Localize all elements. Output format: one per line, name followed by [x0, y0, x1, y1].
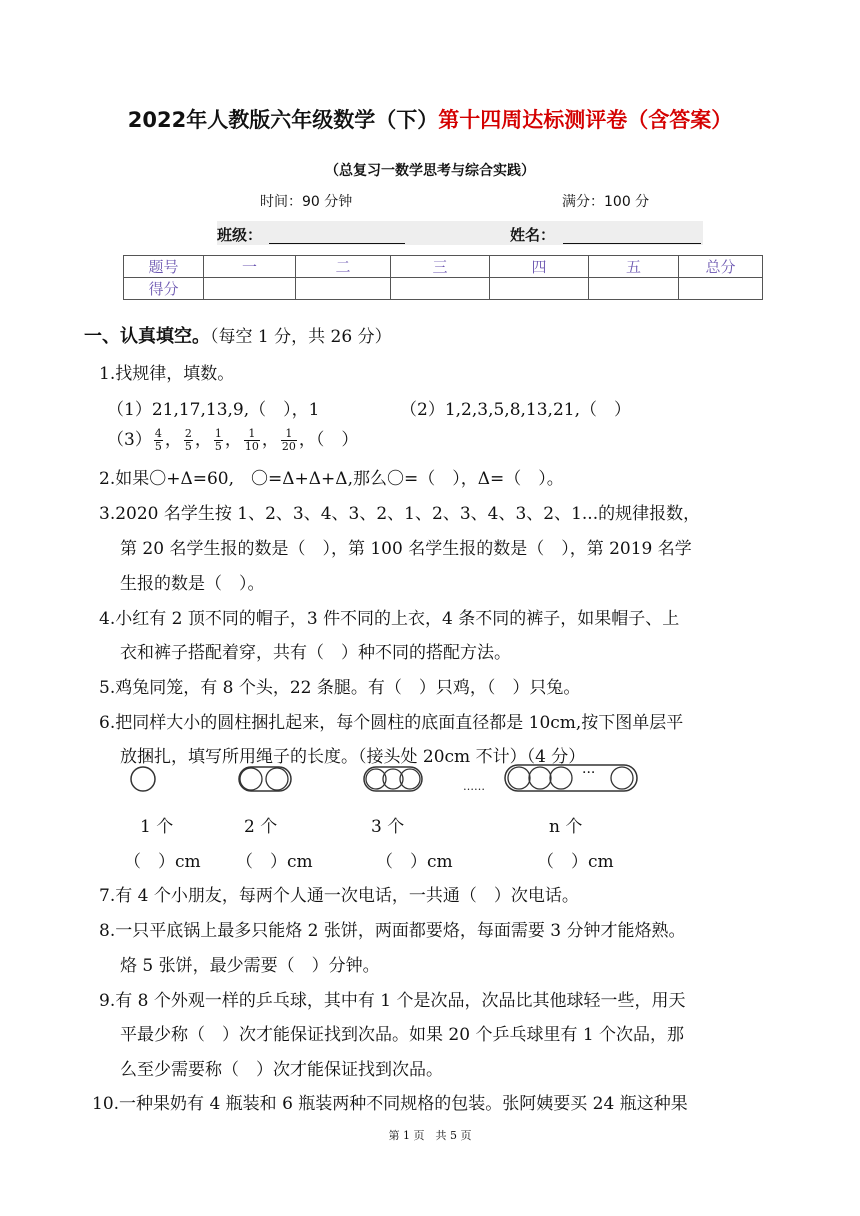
bundle-answer-2[interactable]: （ ）cm	[236, 852, 313, 872]
score-row-label: 得分	[124, 278, 204, 300]
section-title: 认真填空。	[120, 326, 210, 347]
score-header-cell: 总分	[679, 256, 763, 278]
exam-time: 时间：90 分钟	[260, 194, 353, 210]
name-label: 姓名：	[510, 226, 556, 244]
class-label: 班级：	[217, 226, 263, 244]
question-8-line-2: 烙 5 张饼，最少需要（ ）分钟。	[120, 956, 380, 976]
question-10-line-1: 10.一种果奶有 4 瓶装和 6 瓶装两种不同规格的包装。张阿姨要买 24 瓶这种果	[92, 1094, 688, 1114]
question-3-line-1: 3.2020 名学生按 1、2、3、4、3、2、1、2、3、4、3、2、1...的规律报数，	[99, 504, 701, 524]
bundle-answer-1[interactable]: （ ）cm	[124, 852, 201, 872]
document-subtitle: （总复习一数学思考与综合实践）	[325, 163, 535, 179]
question-7: 7.有 4 个小朋友，每两个人通一次电话，一共通（ ）次电话。	[99, 886, 579, 906]
fraction: $\frac{1}{10}$	[244, 427, 259, 453]
bundle-2-figure	[237, 765, 293, 795]
fraction: $\frac{4}{5}$	[154, 427, 162, 453]
score-table-header-row	[124, 256, 763, 278]
section-note: （每空 1 分，共 26 分）	[210, 327, 392, 347]
document-title	[0, 104, 860, 134]
question-9-line-2: 平最少称（ ）次才能保证找到次品。如果 20 个乒乓球里有 1 个次品，那	[120, 1025, 685, 1045]
question-3-line-2: 第 20 名学生报的数是（ ），第 100 名学生报的数是（ ），第 2019 名学	[120, 539, 692, 559]
title-highlight: 第十四周达标测评卷（含答案）	[438, 108, 733, 132]
full-marks: 满分：100 分	[562, 194, 650, 210]
bundle-count-3: 3 个	[371, 817, 405, 837]
question-9-line-1: 9.有 8 个外观一样的乒乓球，其中有 1 个是次品，次品比其他球轻一些，用天	[99, 991, 686, 1011]
section-number: 一、	[84, 326, 120, 347]
fraction: $\frac{1}{5}$	[214, 427, 222, 453]
question-4-line-1: 4.小红有 2 顶不同的帽子，3 件不同的上衣，4 条不同的裤子，如果帽子、上	[99, 609, 680, 629]
question-9-line-3: 么至少需要称（ ）次才能保证找到次品。	[120, 1060, 443, 1080]
score-header-cell: 题号	[124, 256, 204, 278]
score-header-cell: 四	[490, 256, 589, 278]
page-footer: 第 1 页 共 5 页	[388, 1129, 472, 1142]
question-4-line-2: 衣和裤子搭配着穿，共有（ ）种不同的搭配方法。	[120, 643, 511, 663]
question-1-part-3: （3） $\frac{4}{5}$ ， $\frac{2}{5}$ ， $\frac{1}{5}$ ， $\frac{1}{10}$ ， $\frac{1}{20}$ ，（ ）	[107, 427, 359, 453]
question-1-part-2: （2）1,2,3,5,8,13,21,（ ）	[400, 400, 631, 420]
bundle-3-figure	[362, 765, 424, 795]
score-header-cell: 二	[296, 256, 391, 278]
bundle-answer-n[interactable]: （ ）cm	[537, 852, 614, 872]
bundle-answer-3[interactable]: （ ）cm	[376, 852, 453, 872]
question-1-part-1: （1）21,17,13,9,（ ），1	[107, 400, 320, 420]
score-header-cell: 五	[589, 256, 679, 278]
question-5: 5.鸡兔同笼，有 8 个头，22 条腿。有（ ）只鸡，（ ）只兔。	[99, 678, 581, 698]
score-cell[interactable]	[204, 278, 296, 300]
score-cell[interactable]	[679, 278, 763, 300]
score-cell[interactable]	[391, 278, 490, 300]
bundle-continuation-dots: ……	[463, 780, 485, 793]
question-1-part-3-tail: ，（ ）	[298, 430, 359, 450]
score-header-cell: 三	[391, 256, 490, 278]
bundle-count-1: 1 个	[140, 817, 174, 837]
bundle-1-figure	[126, 765, 160, 795]
score-cell[interactable]	[296, 278, 391, 300]
score-cell[interactable]	[490, 278, 589, 300]
section-heading	[84, 322, 392, 348]
class-name-bar	[217, 221, 703, 245]
question-1-part-3-label: （3）	[107, 430, 152, 450]
question-6-line-1: 6.把同样大小的圆柱捆扎起来，每个圆柱的底面直径都是 10cm,按下图单层平	[99, 713, 684, 733]
fraction: $\frac{2}{5}$	[184, 427, 192, 453]
question-3-line-3: 生报的数是（ ）。	[120, 574, 265, 594]
bundle-n-figure	[503, 763, 639, 795]
question-1: 1.找规律，填数。	[99, 364, 235, 384]
question-2: 2.如果〇+Δ=60, 〇=Δ+Δ+Δ,那么〇=（ ），Δ=（ ）。	[99, 469, 564, 489]
bundle-count-n: n 个	[549, 817, 583, 837]
bundle-n-ellipsis: ···	[582, 765, 596, 781]
score-cell[interactable]	[589, 278, 679, 300]
question-8-line-1: 8.一只平底锅上最多只能烙 2 张饼，两面都要烙，每面需要 3 分钟才能烙熟。	[99, 921, 686, 941]
question-6-line-2: 放捆扎，填写所用绳子的长度。（接头处 20cm 不计）（4 分）	[120, 747, 586, 767]
bundle-count-2: 2 个	[244, 817, 278, 837]
score-header-cell: 一	[204, 256, 296, 278]
fraction: $\frac{1}{20}$	[281, 427, 296, 453]
score-table-score-row	[124, 278, 763, 300]
title-main: 2022年人教版六年级数学（下）	[127, 108, 439, 132]
score-table	[123, 255, 763, 300]
